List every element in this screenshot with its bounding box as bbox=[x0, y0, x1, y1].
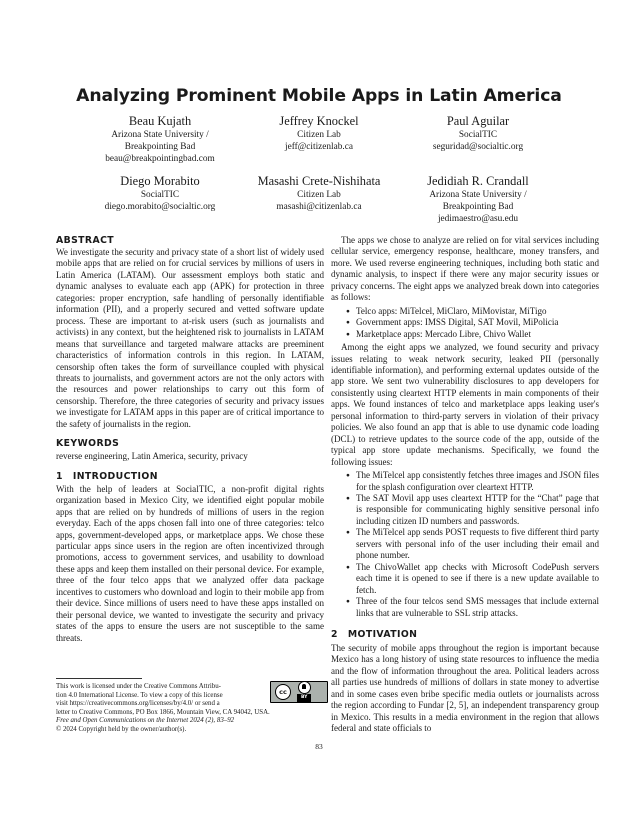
author-email: jeff@citizenlab.ca bbox=[284, 142, 353, 153]
author-block bbox=[378, 174, 578, 226]
footnote-rule bbox=[56, 678, 142, 679]
section-number: 1 bbox=[56, 470, 63, 482]
journal-line: Free and Open Communications on the Internet 2024 (2), 83–92 bbox=[56, 717, 235, 725]
author-affiliation: Breakpointing Bad bbox=[442, 202, 514, 213]
license-line: visit https://creativecommons.org/licenses/by/4.0/ or send a bbox=[56, 700, 220, 708]
cc-by-group bbox=[297, 681, 311, 703]
list-item: ● Marketplace apps: Mercado Libre, Chivo Wallet bbox=[356, 329, 599, 340]
motivation-text: The security of mobile apps throughout the region is important because Mexico has a long history of using state resources to influence the media and the flow of information throughout the area. Political leaders across all parties use hundreds of millions of dollars in state money to advertise and in some cases even bribe specific media outlets or journalists across the region according to Fundar [2, 5], an independent transparency group in Mexico. This results in a media environment in the region that allows federal and state officials to bbox=[331, 642, 599, 734]
cc-badge-box bbox=[270, 681, 328, 703]
author-email: jedimaestro@asu.edu bbox=[437, 214, 519, 225]
section-heading-introduction bbox=[56, 471, 324, 483]
issue-list bbox=[331, 470, 599, 619]
copyright-line: © 2024 Copyright held by the owner/author(s). bbox=[56, 725, 187, 733]
section-title: INTRODUCTION bbox=[72, 470, 158, 482]
author-affiliation: Arizona State University / bbox=[111, 130, 209, 140]
author-name: Jeffrey Knockel bbox=[279, 114, 359, 128]
keywords-text: reverse engineering, Latin America, security, privacy bbox=[56, 451, 248, 462]
right-column bbox=[331, 235, 599, 735]
app-category-list bbox=[331, 306, 599, 340]
list-item: ● The SAT Movil app uses cleartext HTTP for the “Chat” page that is responsible for communicating highly sensitive personal info including citizen ID numbers and passwords. bbox=[356, 493, 599, 527]
author-affiliation: SocialTIC bbox=[140, 190, 180, 200]
intro-text: With the help of leaders at SocialTIC, a non-profit digital rights organization based in Mexico City, we identified eight popular mobile apps that are relied on by hundreds of millions of users in the region everyday. Each of the apps chosen fall into one of three categories: telco apps, government-developed apps, or marketplace apps. We chose these particular apps since users in the region are often incentivized through promotions, access to government services, and usability to download these apps and keep them installed on their personal device. For example, three of the four telco apps that we analyzed offer data package incentives to customers who download and login to their mobile app from their device. Since millions of users need to have these apps installed on their personal device, we wanted to investigate the security and privacy states of the apps to ensure the users are not susceptible to the same threats. bbox=[56, 483, 324, 643]
author-affiliation: SocialTIC bbox=[458, 130, 498, 140]
list-item: ● Telco apps: MiTelcel, MiClaro, MiMovistar, MiTigo bbox=[356, 306, 599, 317]
page-number: 83 bbox=[315, 742, 323, 751]
person-icon bbox=[298, 681, 311, 694]
author-affiliation: Citizen Lab bbox=[297, 130, 341, 140]
abstract-heading: ABSTRACT bbox=[56, 235, 115, 246]
license-footnote bbox=[56, 678, 328, 735]
author-email: beau@breakpointingbad.com bbox=[105, 154, 215, 165]
section-title: MOTIVATION bbox=[347, 628, 418, 640]
list-item: ● Three of the four telcos send SMS messages that include external links that are vulnerable to SSL strip attacks. bbox=[356, 596, 599, 619]
author-name: Diego Morabito bbox=[120, 174, 200, 188]
license-line: letter to Creative Commons, PO Box 1866, Mountain View, CA 94042, USA. bbox=[56, 708, 270, 716]
list-item: ● Government apps: IMSS Digital, SAT Movil, MiPolicia bbox=[356, 317, 599, 328]
author-name: Masashi Crete-Nishihata bbox=[257, 174, 381, 188]
left-column bbox=[56, 235, 324, 644]
author-name: Jedidiah R. Crandall bbox=[427, 174, 529, 188]
abstract-text: We investigate the security and privacy state of a short list of widely used mobile apps that are relied on for crucial services by millions of users in Latin America (LATAM). Our assessment employs both static and dynamic analyses to evaluate each app (APK) for protection in three categories: proper encryption, safe handling of personally identifiable information (PII), and a properly secured and vetted software update process. These are important to at-risk users (such as journalists and activists) in any context, but the heightened risk to journalists in LATAM means that surveillance and targeted malware attacks are preeminent characteristics of information controls in this region. In LATAM, censorship often takes the form of surveillance coupled with physical threats to journalists, and government actors are not the only actors with the resources and power relationships to carry out this form of censorship. Therefore, the three categories of security and privacy issues we investigate for LATAM apps in this paper are of critical importance to the safety of journalists in the region. bbox=[56, 247, 324, 429]
author-affiliation: Citizen Lab bbox=[297, 190, 341, 200]
body-paragraph: Among the eight apps we analyzed, we found security and privacy issues relating to weak network security, leaked PII (personally identifiable information), and performing external updates outside of the app store. We sent two vulnerability disclosures to app developers for consistently using cleartext HTTP elements in main components of their apps. We found instances of telco and marketplace apps leaking user's personal information to third-party servers in violation of their privacy policies. We also found an app that is able to use dynamic code loading (DCL) to retrieve updates to the source code of the app, outside of the typical app store update mechanisms. Specifically, we found the following issues: bbox=[331, 342, 599, 467]
author-email: diego.morabito@socialtic.org bbox=[104, 202, 216, 213]
list-item: ● The MiTelcel app consistently fetches three images and JSON files for the splash configuration over cleartext HTTP. bbox=[356, 470, 599, 493]
author-block bbox=[378, 114, 578, 153]
list-item: ● The MiTelcel app sends POST requests to five different third party servers with personal info of the user including their email and phone number. bbox=[356, 527, 599, 561]
list-item: ● The ChivoWallet app checks with Microsoft CodePush servers each time it is opened to see if there is a new update available to fetch. bbox=[356, 562, 599, 596]
license-line: This work is licensed under the Creative Commons Attribu- bbox=[56, 683, 221, 690]
author-email: masashi@citizenlab.ca bbox=[276, 202, 362, 213]
cc-icon: cc bbox=[275, 684, 291, 700]
author-name: Paul Aguilar bbox=[446, 114, 510, 128]
body-paragraph: The apps we chose to analyze are relied on for vital services including cellular service, emergency response, healthcare, money transfers, and more. We used reverse engineering techniques, including both static and dynamic analysis, to inspect if there were any major security issues or privacy concerns. The eight apps we analyzed break down into categories as follows: bbox=[331, 235, 599, 303]
license-line: tion 4.0 International License. To view a copy of this license bbox=[56, 691, 223, 699]
cc-by-label: BY bbox=[297, 694, 311, 703]
keywords-heading: KEYWORDS bbox=[56, 438, 120, 450]
cc-by-badge bbox=[270, 681, 328, 703]
section-heading-motivation bbox=[331, 629, 599, 641]
paper-title: Analyzing Prominent Mobile Apps in Latin America bbox=[76, 86, 562, 106]
section-number: 2 bbox=[331, 628, 338, 640]
author-email: seguridad@socialtic.org bbox=[432, 142, 524, 153]
author-name: Beau Kujath bbox=[128, 114, 192, 128]
author-affiliation: Arizona State University / bbox=[429, 190, 527, 200]
author-affiliation: Breakpointing Bad bbox=[124, 142, 196, 153]
